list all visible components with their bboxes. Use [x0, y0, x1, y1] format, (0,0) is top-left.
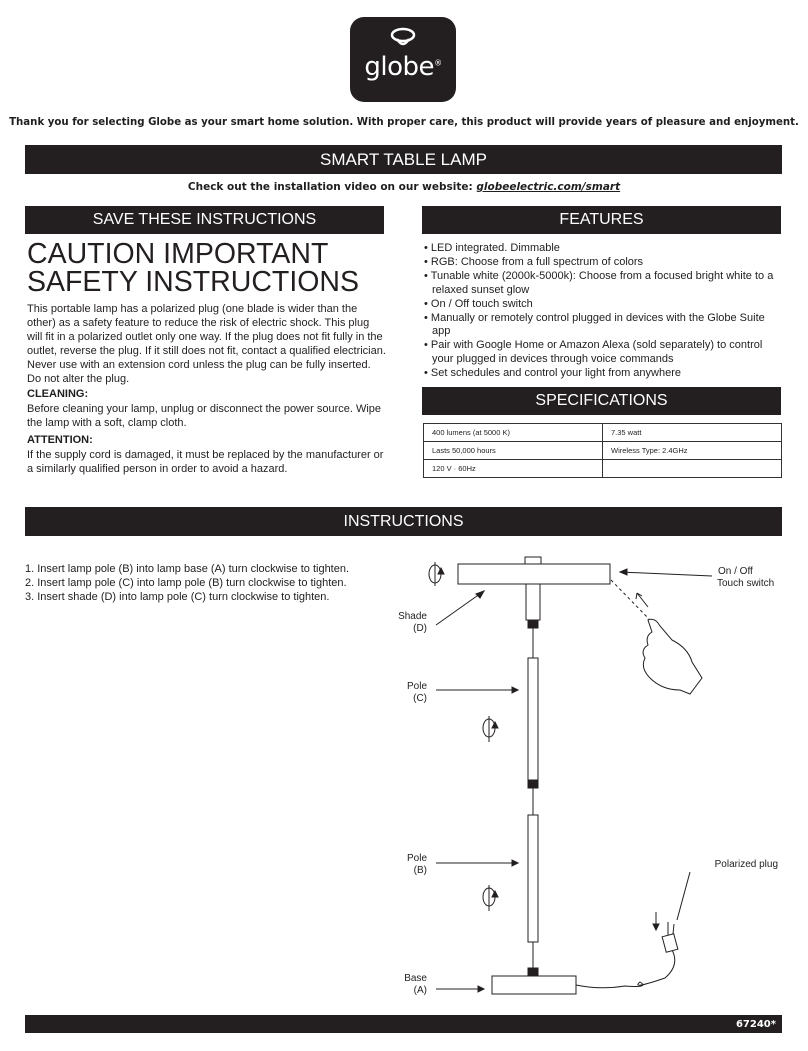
logo-reg: ®	[434, 58, 442, 68]
footer-bar	[25, 1015, 782, 1033]
shade-label-name: Shade	[398, 611, 427, 622]
rotate-icon	[483, 716, 498, 742]
feature-item: • RGB: Choose from a full spectrum of colors	[424, 256, 644, 268]
base-label-name: Base	[404, 973, 427, 984]
table-cell: 7.35 watt	[603, 424, 782, 442]
thank-you-text: Thank you for selecting Globe as your smart home solution. With proper care, this product will provide years of pleasure and enjoyment.	[9, 117, 799, 128]
base-A	[492, 976, 576, 994]
step-item: 2. Insert lamp pole (C) into lamp pole (B) turn clockwise to tighten.	[25, 577, 347, 589]
shade-D	[458, 564, 610, 584]
cleaning-heading: CLEANING:	[27, 388, 89, 400]
product-title: SMART TABLE LAMP	[25, 145, 782, 174]
feature-item: • Pair with Google Home or Amazon Alexa (sold separately) to control your plugged in devices through voice commands	[424, 339, 763, 365]
shade-connector	[526, 584, 540, 620]
connector-ring	[528, 620, 538, 628]
table-cell: 120 V · 60Hz	[424, 460, 603, 478]
pole-c-label-name: Pole	[406, 681, 427, 692]
shade-knob	[525, 557, 541, 564]
rotate-icon	[429, 562, 444, 586]
table-cell: 400 lumens (at 5000 K)	[424, 424, 603, 442]
pole-b-label-name: Pole	[406, 853, 427, 864]
save-instructions-heading: SAVE THESE INSTRUCTIONS	[25, 206, 384, 234]
step-item: 3. Insert shade (D) into lamp pole (C) turn clockwise to tighten.	[25, 591, 330, 603]
table-cell: Wireless Type: 2.4GHz	[603, 442, 782, 460]
attention-heading: ATTENTION:	[27, 434, 93, 446]
base-label-letter: (A)	[413, 985, 427, 996]
pole-c-label-letter: (C)	[413, 693, 427, 704]
rotate-icon	[483, 885, 498, 911]
touch-label-line2: Touch switch	[717, 578, 775, 589]
product-code: 67240*	[735, 1019, 776, 1030]
pole-b-label-letter: (B)	[413, 865, 427, 876]
table-cell: Lasts 50,000 hours	[424, 442, 603, 460]
pole-C	[528, 658, 538, 780]
pole-B	[528, 815, 538, 942]
specifications-heading: SPECIFICATIONS	[422, 387, 781, 415]
feature-item: • Set schedules and control your light from anywhere	[424, 366, 681, 379]
polarized-plug-label: Polarized plug	[714, 859, 778, 870]
logo-text: globe	[364, 52, 435, 82]
features-heading: FEATURES	[422, 206, 781, 234]
step-item: 1. Insert lamp pole (B) into lamp base (A) turn clockwise to tighten.	[25, 563, 350, 575]
video-link-prefix: Check out the installation video on our website:	[187, 181, 477, 193]
shade-label-letter: (D)	[413, 623, 427, 634]
pole-c-ring	[528, 780, 538, 788]
instructions-heading: INSTRUCTIONS	[25, 507, 782, 536]
feature-item: • Manually or remotely control plugged in devices with the Globe Suite app	[424, 311, 765, 337]
cleaning-text: Before cleaning your lamp, unplug or disconnect the power source. Wipe the lamp with a soft, clamp cloth.	[27, 403, 382, 429]
feature-item: • On / Off touch switch	[424, 297, 533, 310]
polarized-plug	[662, 934, 678, 953]
feature-item: • LED integrated. Dimmable	[424, 242, 560, 254]
hand-icon	[643, 619, 702, 694]
base-ring	[528, 968, 538, 976]
feature-item: • Tunable white (2000k-5000k): Choose from a focused bright white to a relaxed sunset glow	[424, 270, 774, 296]
touch-label-line1: On / Off	[718, 566, 753, 577]
attention-text: If the supply cord is damaged, it must be replaced by the manufacturer or a similarly qualified person in order to avoid a hazard.	[27, 449, 384, 475]
safety-text: This portable lamp has a polarized plug (one blade is wider than the other) as a safety feature to reduce the risk of electric shock. This plug will fit in a polarized outlet only one way. If the plug does not fit fully in the outlet, reverse the plug. If it still does not fit, contact a qualified electrician. Never use with an extension cord unless the plug can be fully inserted. Do not alter the plug.	[27, 303, 386, 385]
website-link[interactable]: globeelectric.com/smart	[476, 181, 621, 193]
power-cord	[576, 950, 675, 988]
caution-line-2: SAFETY INSTRUCTIONS	[27, 266, 360, 298]
caution-line-1: CAUTION IMPORTANT	[27, 238, 329, 270]
